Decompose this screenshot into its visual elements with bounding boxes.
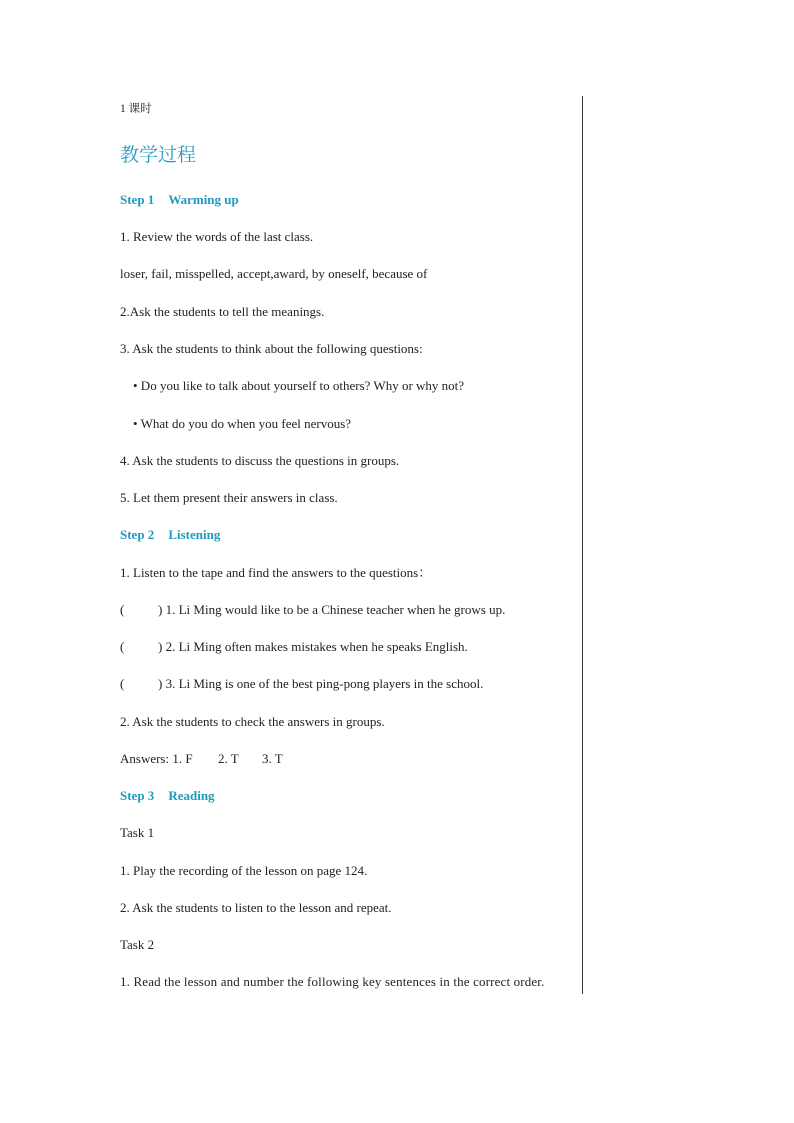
step1-bullet: • What do you do when you feel nervous?: [133, 416, 352, 431]
answers-row: [120, 751, 283, 767]
answer-blank-open: (: [120, 676, 125, 691]
task1-item: 2. Ask the students to listen to the lesson and repeat.: [120, 900, 392, 915]
answer-blank-close: ): [158, 676, 163, 691]
question-text: 1. Li Ming would like to be a Chinese teacher when he grows up.: [165, 602, 506, 617]
answer-blank-open: (: [120, 639, 125, 654]
step-1-name: Warming up: [168, 192, 239, 207]
section-title: 教学过程: [120, 144, 197, 166]
step-1-heading: [120, 192, 239, 208]
question-text: 3. Li Ming is one of the best ping-pong players in the school.: [165, 676, 484, 691]
question-row: [120, 639, 468, 655]
step2-check: 2. Ask the students to check the answers in groups.: [120, 714, 385, 729]
task1-label: Task 1: [120, 825, 155, 840]
step1-item: 2.Ask the students to tell the meanings.: [120, 304, 325, 319]
question-row: [120, 676, 483, 692]
step-2-label: Step 2: [120, 527, 155, 542]
step-3-heading: [120, 788, 215, 804]
answer-3: 3. T: [262, 751, 283, 766]
step1-word-list: loser, fail, misspelled, accept,award, by oneself, because of: [120, 266, 428, 281]
answer-2: 2. T: [218, 751, 239, 766]
task2-label: Task 2: [120, 937, 155, 952]
answer-blank-close: ): [158, 639, 163, 654]
step-3-label: Step 3: [120, 788, 155, 803]
step-2-name: Listening: [168, 527, 221, 542]
question-text: 2. Li Ming often makes mistakes when he speaks English.: [165, 639, 468, 654]
answers-label: Answers: 1. F: [120, 751, 193, 766]
vertical-rule: [582, 96, 583, 994]
step1-item: 1. Review the words of the last class.: [120, 229, 314, 244]
step1-bullet: • Do you like to talk about yourself to others? Why or why not?: [133, 378, 465, 393]
step1-item: 5. Let them present their answers in class.: [120, 490, 338, 505]
step1-item: 3. Ask the students to think about the following questions:: [120, 341, 423, 356]
lesson-time: 1 课时: [120, 103, 152, 115]
step2-intro: 1. Listen to the tape and find the answers to the questions：: [120, 565, 432, 580]
task2-item: 1. Read the lesson and number the following key sentences in the correct order.: [120, 974, 545, 989]
task1-item: 1. Play the recording of the lesson on page 124.: [120, 863, 368, 878]
step-3-name: Reading: [168, 788, 215, 803]
step1-item: 4. Ask the students to discuss the questions in groups.: [120, 453, 400, 468]
step-2-heading: [120, 527, 220, 543]
answer-blank-close: ): [158, 602, 163, 617]
answer-blank-open: (: [120, 602, 125, 617]
step-1-label: Step 1: [120, 192, 155, 207]
question-row: [120, 602, 505, 618]
